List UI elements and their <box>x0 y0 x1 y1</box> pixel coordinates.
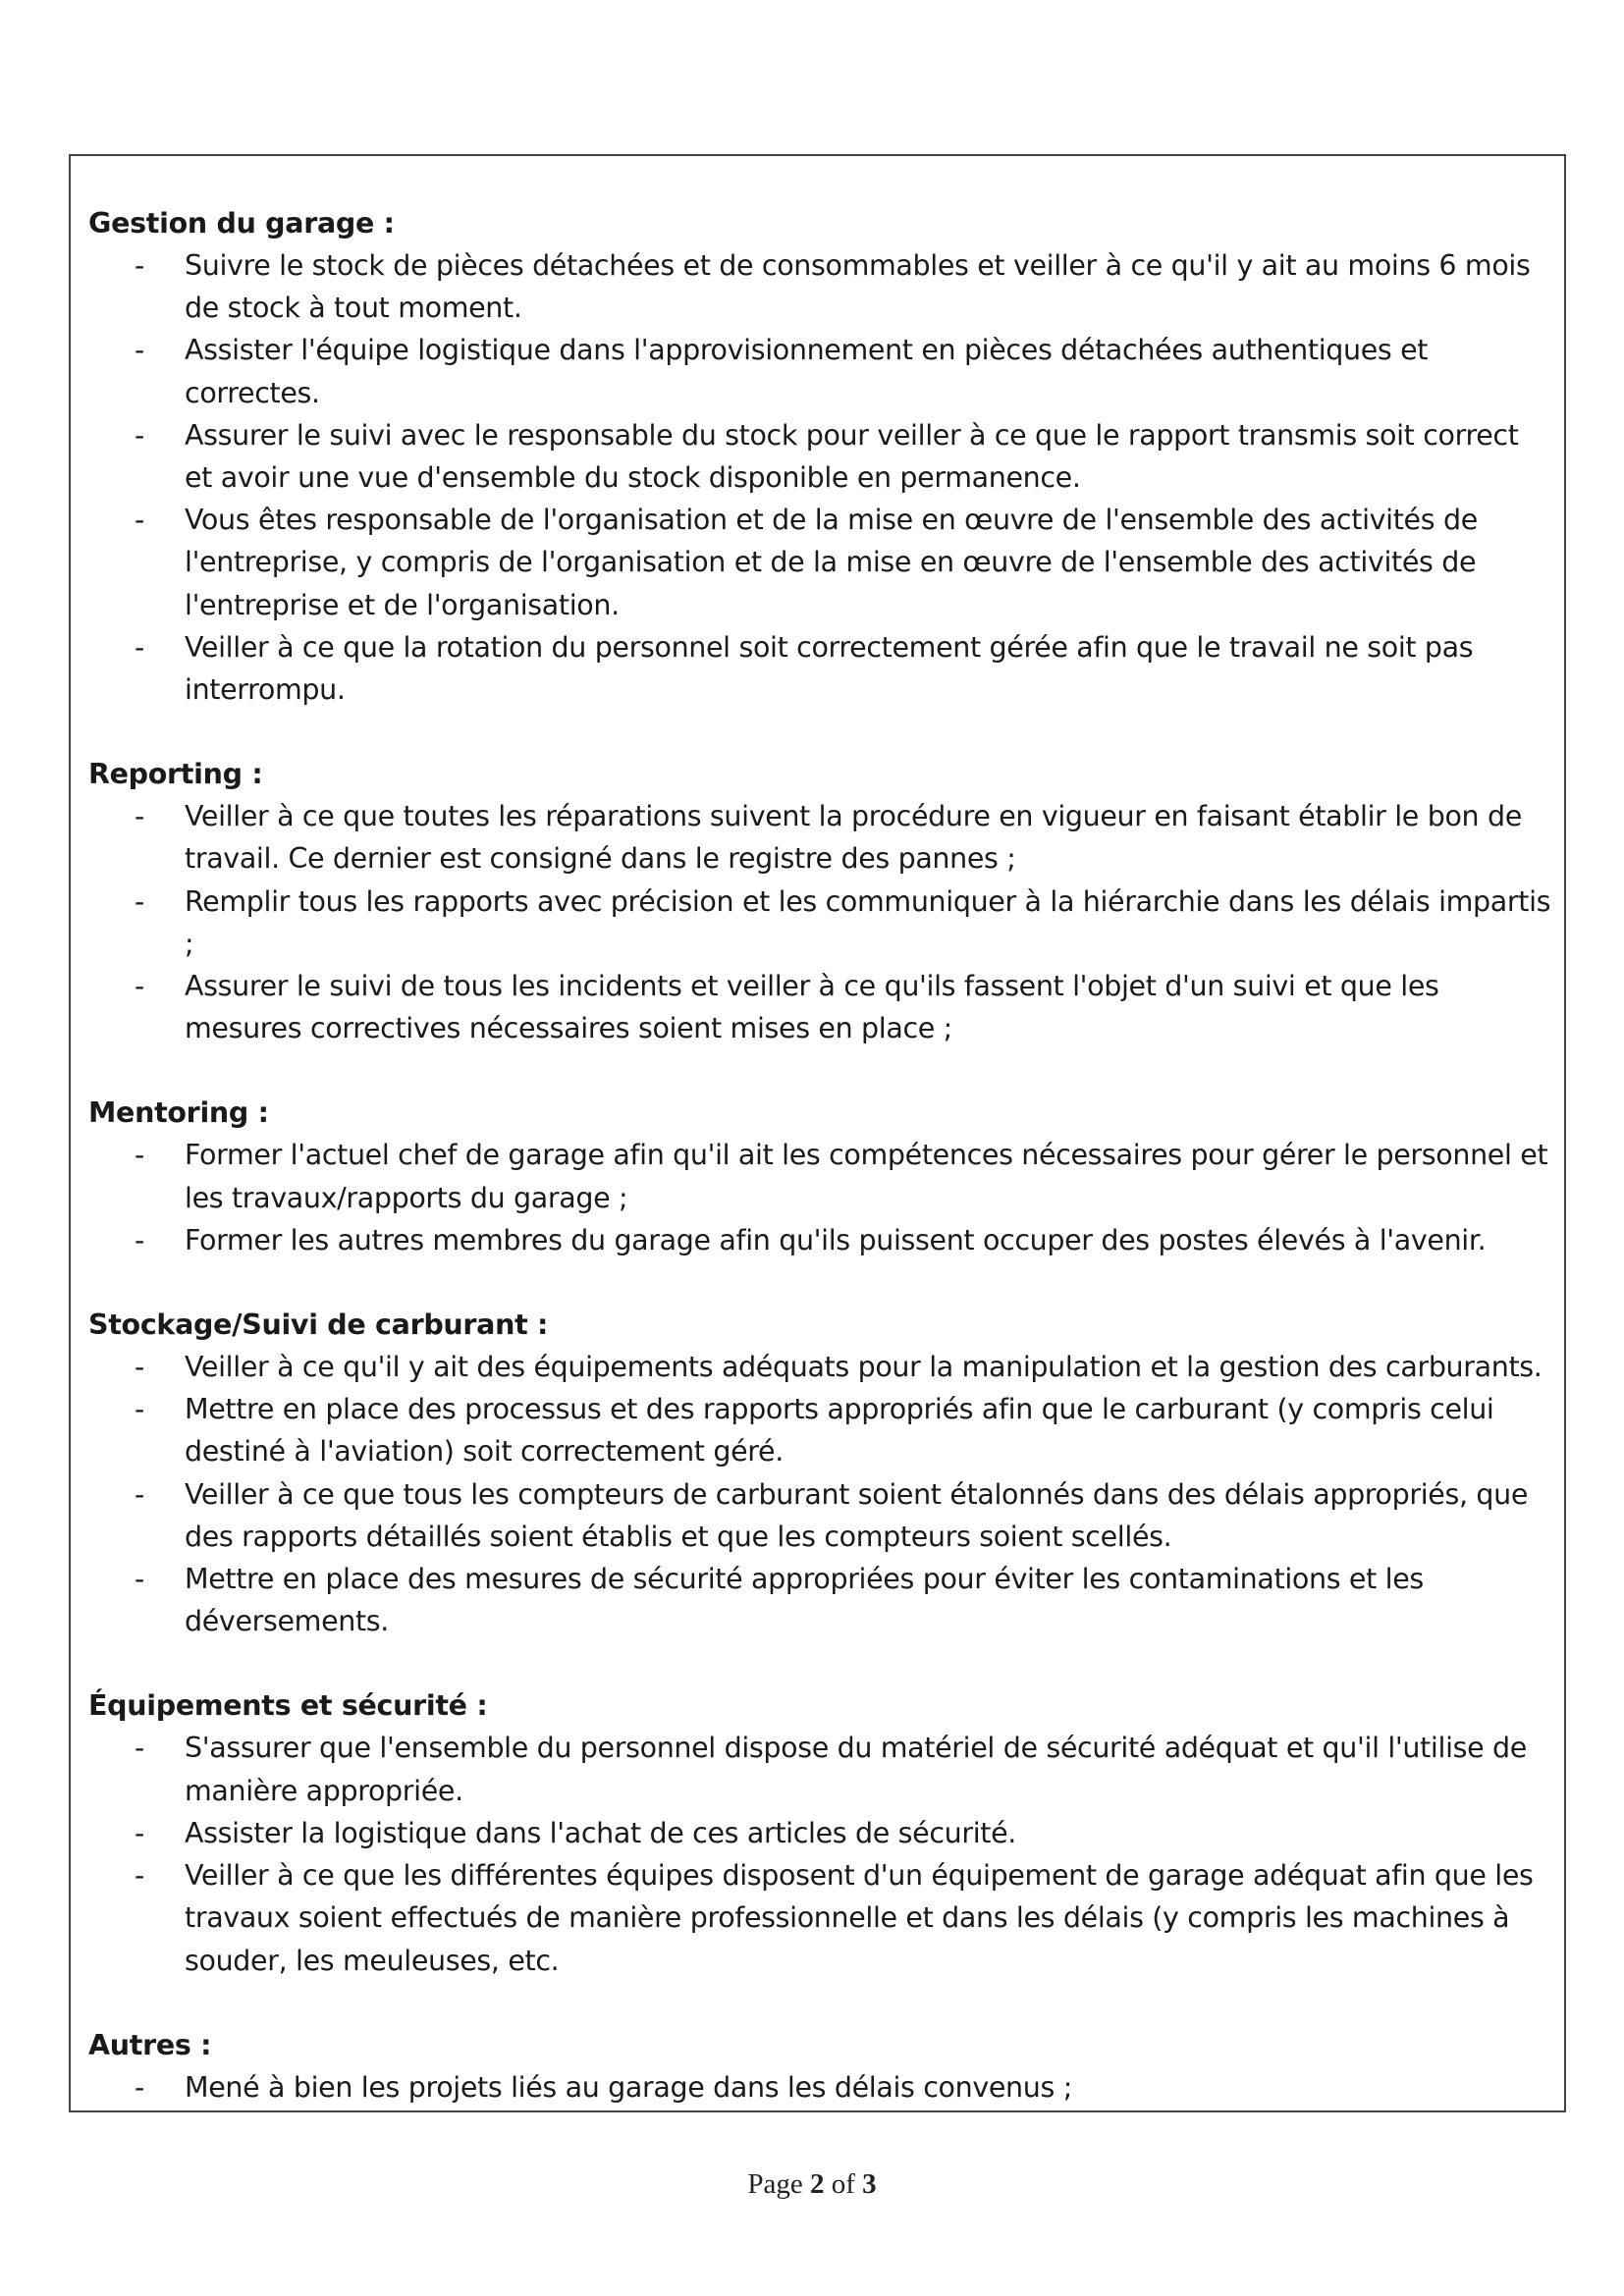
list-item-text: Veiller à ce que la rotation du personnel soit correctement gérée afin que le travail ne soit pas interrompu. <box>185 630 1474 707</box>
list-item-text: Mené à bien les projets liés au garage dans les délais convenus ; <box>185 2070 1072 2104</box>
list-item <box>88 881 1552 965</box>
section <box>88 1092 1552 1261</box>
list-item <box>88 1473 1552 1558</box>
bullet-list <box>88 2066 1552 2109</box>
list-item <box>88 1388 1552 1472</box>
list-item-text: Former les autres membres du garage afin qu'ils puissent occuper des postes élevés à l'avenir. <box>185 1223 1487 1256</box>
dash-bullet: - <box>135 1563 144 1596</box>
section-title: Stockage/Suivi de carburant : <box>88 1308 549 1342</box>
dash-bullet: - <box>135 249 144 282</box>
list-item <box>88 499 1552 626</box>
dash-bullet: - <box>135 630 144 664</box>
dash-bullet: - <box>135 2070 144 2104</box>
list-item <box>88 1727 1552 1811</box>
document-content <box>88 202 1552 2151</box>
section <box>88 202 1552 711</box>
list-item <box>88 1346 1552 1388</box>
page-current: 2 <box>809 2168 825 2200</box>
list-item-text: Mettre en place des mesures de sécurité appropriées pour éviter les contaminations et les déversements. <box>185 1563 1424 1638</box>
list-item-text: Veiller à ce que tous les compteurs de carburant soient étalonnés dans des délais appropriés, que des rapports détaillés soient établis et que les compteurs soient scellés. <box>185 1477 1529 1553</box>
list-item <box>88 1219 1552 1261</box>
section-title: Équipements et sécurité : <box>88 1689 488 1723</box>
section <box>88 1304 1552 1642</box>
section-title: Reporting : <box>88 758 263 791</box>
document-frame <box>69 154 1566 2112</box>
page-footer <box>0 2168 1624 2201</box>
list-item <box>88 965 1552 1049</box>
bullet-list <box>88 244 1552 711</box>
list-item <box>88 244 1552 329</box>
list-item <box>88 795 1552 880</box>
list-item <box>88 1558 1552 1642</box>
list-item <box>88 414 1552 499</box>
section-title: Gestion du garage : <box>88 207 395 240</box>
section <box>88 1684 1552 1981</box>
list-item-text: Veiller à ce qu'il y ait des équipements adéquats pour la manipulation et la gestion des carburants. <box>185 1351 1543 1384</box>
dash-bullet: - <box>135 1139 144 1172</box>
list-item <box>88 1854 1552 1982</box>
dash-bullet: - <box>135 1816 144 1849</box>
list-item-text: Assurer le suivi avec le responsable du stock pour veiller à ce que le rapport transmis soit correct et avoir une vue d'ensemble du stock disponible en permanence. <box>185 418 1519 495</box>
list-item-text: Veiller à ce que toutes les réparations suivent la procédure en vigueur en faisant établir le bon de travail. Ce dernier est consigné dans le registre des pannes ; <box>185 800 1522 876</box>
bullet-list <box>88 795 1552 1049</box>
list-item-text: Vous êtes responsable de l'organisation et de la mise en œuvre de l'ensemble des activités de l'entreprise, y compris de l'organisation et de la mise en œuvre de l'ensemble des activités de l'entreprise et de l'organisation. <box>185 504 1478 621</box>
dash-bullet: - <box>135 1859 144 1893</box>
dash-bullet: - <box>135 504 144 537</box>
list-item <box>88 626 1552 711</box>
list-item-text: Remplir tous les rapports avec précision et les communiquer à la hiérarchie dans les délais impartis ; <box>185 884 1551 960</box>
dash-bullet: - <box>135 800 144 833</box>
list-item <box>88 329 1552 413</box>
dash-bullet: - <box>135 1477 144 1511</box>
dash-bullet: - <box>135 970 144 1003</box>
list-item-text: Assurer le suivi de tous les incidents et veiller à ce qu'ils fassent l'objet d'un suivi et que les mesures correctives nécessaires soient mises en place ; <box>185 970 1439 1045</box>
section <box>88 753 1552 1049</box>
bullet-list <box>88 1134 1552 1261</box>
section-title: Mentoring : <box>88 1096 269 1130</box>
list-item-text: S'assurer que l'ensemble du personnel dispose du matériel de sécurité adéquat et qu'il l'utilise de manière appropriée. <box>185 1732 1527 1807</box>
bullet-list <box>88 1346 1552 1642</box>
list-item-text: Assister la logistique dans l'achat de ces articles de sécurité. <box>185 1816 1017 1849</box>
bullet-list <box>88 1727 1552 1981</box>
list-item-text: Assister l'équipe logistique dans l'approvisionnement en pièces détachées authentiques et correctes. <box>185 334 1429 409</box>
dash-bullet: - <box>135 1223 144 1256</box>
dash-bullet: - <box>135 884 144 918</box>
dash-bullet: - <box>135 418 144 452</box>
dash-bullet: - <box>135 334 144 367</box>
list-item <box>88 1134 1552 1218</box>
list-item-text: Veiller à ce que les différentes équipes disposent d'un équipement de garage adéquat afin que les travaux soient effectués de manière professionnelle et dans les délais (y compris les machines à souder, les meuleuses, etc. <box>185 1859 1534 1977</box>
of-label: of <box>831 2168 855 2200</box>
page-label: Page <box>747 2168 803 2200</box>
list-item-text: Mettre en place des processus et des rapports appropriés afin que le carburant (y compris celui destiné à l'aviation) soit correctement géré. <box>185 1393 1494 1468</box>
section <box>88 2024 1552 2109</box>
list-item-text: Suivre le stock de pièces détachées et de consommables et veiller à ce qu'il y ait au moins 6 mois de stock à tout moment. <box>185 249 1531 325</box>
list-item <box>88 1812 1552 1854</box>
page-total: 3 <box>862 2168 877 2200</box>
dash-bullet: - <box>135 1351 144 1384</box>
dash-bullet: - <box>135 1732 144 1765</box>
section-title: Autres : <box>88 2028 212 2061</box>
list-item <box>88 2066 1552 2109</box>
dash-bullet: - <box>135 1393 144 1426</box>
list-item-text: Former l'actuel chef de garage afin qu'il ait les compétences nécessaires pour gérer le personnel et les travaux/rapports du garage ; <box>185 1139 1548 1214</box>
